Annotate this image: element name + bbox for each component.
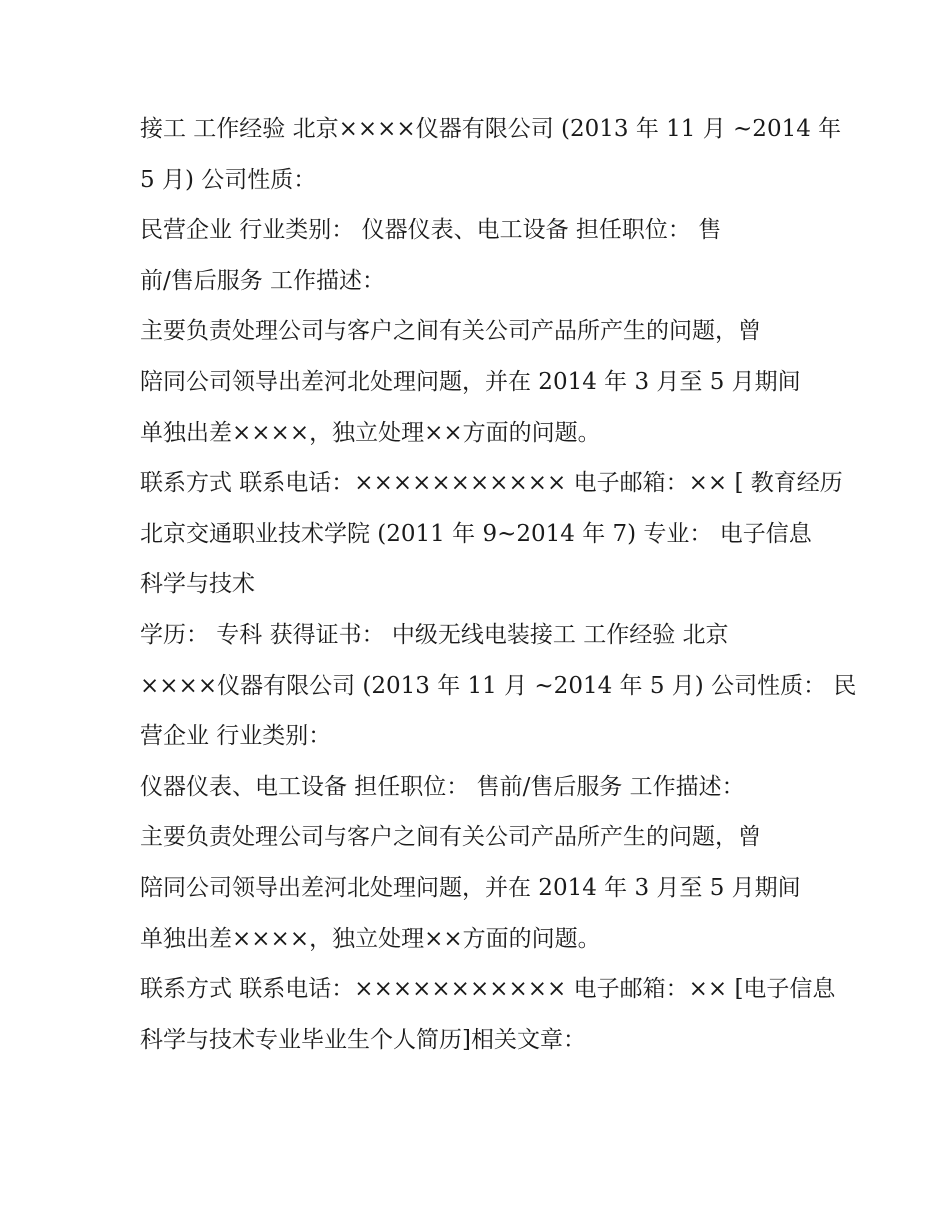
text-line: 单独出差××××，独立处理××方面的问题。: [140, 419, 601, 446]
resume-text-body: [140, 104, 857, 1065]
text-line: 联系方式 联系电话：××××××××××× 电子邮箱：×× [电子信息: [140, 976, 836, 1003]
text-line: 北京交通职业技术学院 (2011 年 9~2014 年 7) 专业： 电子信息: [140, 520, 812, 547]
text-line: 联系方式 联系电话：××××××××××× 电子邮箱：×× [ 教育经历: [140, 470, 843, 497]
text-line: 陪同公司领导出差河北处理问题，并在 2014 年 3 月至 5 月期间: [140, 874, 801, 901]
text-line: 单独出差××××，独立处理××方面的问题。: [140, 925, 601, 952]
text-line: 5 月) 公司性质：: [140, 166, 317, 193]
text-line: 科学与技术: [140, 571, 255, 598]
text-line: ××××仪器有限公司 (2013 年 11 月 ~2014 年 5 月) 公司性质： 民: [140, 672, 857, 699]
text-line: 营企业 行业类别：: [140, 723, 332, 750]
text-line: 接工 工作经验 北京××××仪器有限公司 (2013 年 11 月 ~2014 年: [140, 116, 842, 142]
text-line: 陪同公司领导出差河北处理问题，并在 2014 年 3 月至 5 月期间: [140, 368, 801, 395]
text-line: 民营企业 行业类别： 仪器仪表、电工设备 担任职位： 售: [140, 217, 722, 244]
text-line: 主要负责处理公司与客户之间有关公司产品所产生的问题，曾: [140, 824, 761, 851]
text-line: 仪器仪表、电工设备 担任职位： 售前/售后服务 工作描述：: [140, 773, 745, 800]
text-line: 主要负责处理公司与客户之间有关公司产品所产生的问题，曾: [140, 318, 761, 345]
text-line: 科学与技术专业毕业生个人简历]相关文章：: [140, 1026, 586, 1053]
text-line: 前/售后服务 工作描述：: [140, 267, 386, 294]
text-line: 学历： 专科 获得证书： 中级无线电装接工 工作经验 北京: [140, 621, 729, 648]
